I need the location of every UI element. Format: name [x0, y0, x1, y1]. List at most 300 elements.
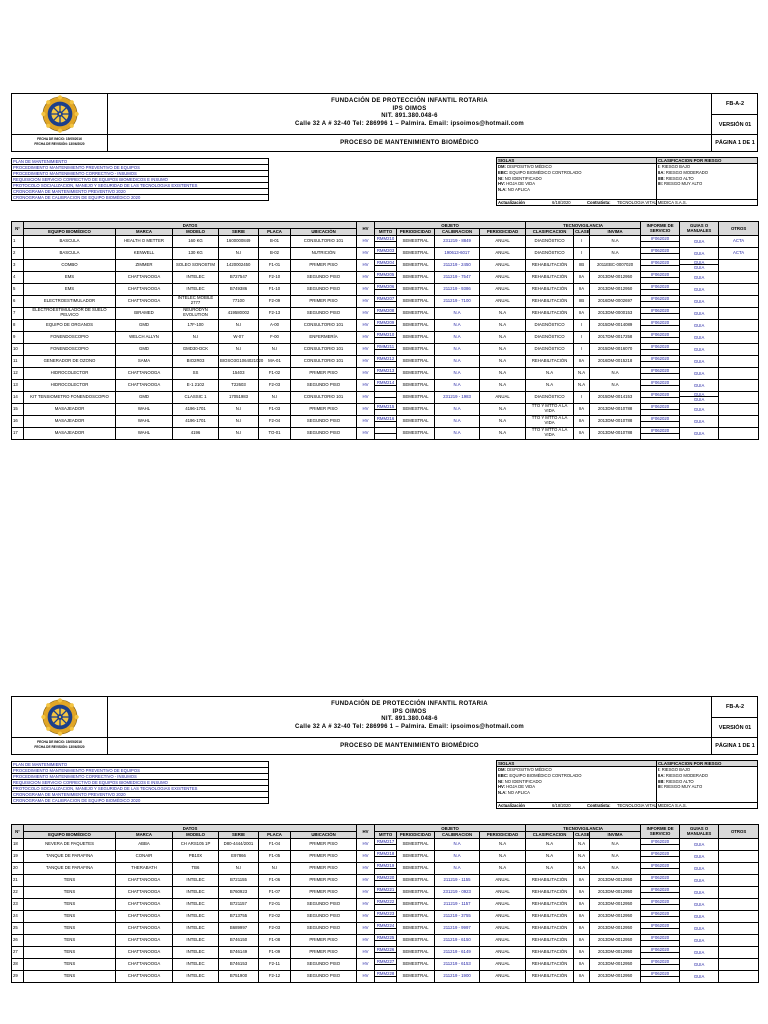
mitto-report[interactable] [375, 403, 397, 415]
guide-links[interactable] [680, 379, 719, 391]
procedure-link[interactable]: PROCEDIMIENTO MANTENIMIENTO CORRECTIVO - INSUMOS [12, 171, 268, 177]
mitto-report[interactable] [375, 259, 397, 271]
plate: F2-02 [259, 910, 291, 922]
guide-link[interactable]: GUIA [693, 973, 705, 979]
service-report-code[interactable]: IF062020 [641, 296, 679, 302]
procedure-link[interactable]: PROCEDIMIENTO MANTENIMIENTO PREVENTIVO DE EQUIPOS [12, 768, 268, 774]
mitto-report[interactable] [375, 319, 397, 331]
service-report[interactable] [641, 331, 680, 343]
mitto-report[interactable] [375, 355, 397, 367]
hv-link[interactable]: HV [357, 319, 375, 331]
other-docs[interactable] [719, 295, 759, 307]
service-report[interactable] [641, 403, 680, 415]
guide-links[interactable] [680, 946, 719, 958]
mitto-report[interactable] [375, 271, 397, 283]
procedure-link[interactable]: REQUISICION SERVICIO CORRECTIVO DE EQUIPOS BIOMEDICOS E INSUMO [12, 177, 268, 183]
mitto-code[interactable]: RMM205 [376, 271, 395, 277]
equipment-table [11, 824, 759, 983]
mitto-report[interactable] [375, 379, 397, 391]
guide-links[interactable] [680, 886, 719, 898]
classification: TTO Y MTTO A LA VIDA [526, 403, 574, 415]
equipment-name: MASAJEADOR [24, 415, 116, 427]
hv-link[interactable]: HV [357, 307, 375, 319]
other-docs[interactable] [719, 886, 759, 898]
service-report-code[interactable]: IF062020 [641, 923, 679, 929]
hv-link[interactable]: HV [357, 295, 375, 307]
other-docs[interactable] [719, 427, 759, 439]
calibration-frequency: N.A [480, 343, 526, 355]
procedure-link[interactable]: PLAN DE MANTENIMIENTO [12, 159, 268, 165]
mitto-report[interactable] [375, 838, 397, 850]
guide-link[interactable]: GUIA [693, 889, 705, 895]
service-report-code[interactable]: IF062020 [641, 260, 679, 266]
guide-links[interactable] [680, 283, 719, 295]
hv-link[interactable]: HV [357, 970, 375, 982]
equipment-name: TANQUE DE PARAFINA [24, 862, 116, 874]
guide-links[interactable] [680, 958, 719, 970]
service-report[interactable] [641, 415, 680, 427]
mitto-code[interactable]: RMM206 [376, 283, 395, 289]
service-report[interactable] [641, 874, 680, 886]
risk-key: III: [658, 784, 663, 790]
service-report-code[interactable]: IF062020 [641, 416, 679, 422]
col-hv: HV [357, 825, 375, 839]
calibration-frequency: N.A [480, 415, 526, 427]
hv-link[interactable]: HV [357, 886, 375, 898]
guide-link[interactable]: GUIA [693, 397, 705, 402]
guide-links[interactable] [680, 874, 719, 886]
mitto-report[interactable] [375, 970, 397, 982]
hv-link[interactable]: HV [357, 415, 375, 427]
mitto-code[interactable]: RMM219 [376, 862, 395, 868]
service-report-code[interactable]: IF062020 [641, 839, 679, 845]
service-report[interactable] [641, 259, 680, 271]
brand: CHATTANOOGA [116, 271, 173, 283]
mitto-code[interactable]: RMM208 [376, 307, 395, 313]
guide-links[interactable] [680, 838, 719, 850]
hv-link[interactable]: HV [357, 958, 375, 970]
guide-links[interactable] [680, 295, 719, 307]
title-line: IPS OIMOS [392, 708, 427, 715]
procedure-link[interactable]: PLAN DE MANTENIMIENTO [12, 762, 268, 768]
service-report[interactable] [641, 295, 680, 307]
guide-links[interactable] [680, 307, 719, 319]
service-report[interactable] [641, 235, 680, 247]
guide-link[interactable]: GUIA [693, 370, 705, 376]
service-report[interactable] [641, 922, 680, 934]
mitto-code[interactable]: RMM216 [376, 415, 395, 421]
service-report[interactable] [641, 898, 680, 910]
service-report[interactable] [641, 367, 680, 379]
hv-link[interactable]: HV [357, 922, 375, 934]
guide-link[interactable]: GUIA [693, 901, 705, 907]
guide-link[interactable]: GUIA [680, 392, 718, 398]
service-report-blank [641, 977, 679, 982]
classification: REHABILITACIÓN [526, 922, 574, 934]
guide-links[interactable] [680, 403, 719, 415]
classification: N.A [526, 862, 574, 874]
col-otros: OTROS [719, 222, 759, 236]
guide-link[interactable]: GUIA [693, 382, 705, 388]
calibration: N.A [435, 307, 480, 319]
guide-link[interactable]: GUIA [693, 937, 705, 943]
equipment-name: BASCULA [24, 247, 116, 259]
mitto-report[interactable] [375, 235, 397, 247]
service-report-code[interactable]: IF062020 [641, 272, 679, 278]
hv-link[interactable]: HV [357, 862, 375, 874]
service-report[interactable] [641, 379, 680, 391]
mitto-code[interactable]: RMM222 [376, 898, 395, 904]
guide-link[interactable]: GUIA [693, 334, 705, 340]
guide-links[interactable] [680, 355, 719, 367]
guide-link[interactable]: GUIA [693, 877, 705, 883]
mitto-report[interactable] [375, 910, 397, 922]
guide-link[interactable]: GUIA [693, 310, 705, 316]
mitto-code[interactable]: RMM203 [376, 247, 395, 253]
col-informe: INFORME DE SERVICIO [641, 825, 680, 839]
service-report[interactable] [641, 355, 680, 367]
service-report-code[interactable]: IF062020 [641, 404, 679, 410]
classification: REHABILITACIÓN [526, 970, 574, 982]
other-docs[interactable] [719, 898, 759, 910]
invima-registry: N.A [590, 850, 641, 862]
serial: B721157 [219, 898, 259, 910]
mitto-code[interactable]: RMM209 [376, 319, 395, 325]
plate: N.I [259, 862, 291, 874]
service-report-code[interactable]: IF062020 [641, 887, 679, 893]
other-docs[interactable] [719, 307, 759, 319]
risk-class: IIA [574, 886, 590, 898]
mitto-report[interactable] [375, 946, 397, 958]
mitto-report[interactable] [375, 415, 397, 427]
other-docs[interactable] [719, 850, 759, 862]
mitto-report[interactable] [375, 862, 397, 874]
mitto-report[interactable] [375, 886, 397, 898]
other-docs[interactable] [719, 403, 759, 415]
guide-links[interactable] [680, 391, 719, 403]
other-docs[interactable] [719, 946, 759, 958]
procedure-link[interactable]: PROTOCOLO SOCIALIZACION, MANEJO Y SEGURIDAD DE LAS TECNOLOGIAS EXISTENTES [12, 786, 268, 792]
mitto-report[interactable] [375, 874, 397, 886]
calibration-frequency: ANUAL [480, 934, 526, 946]
mitto-report[interactable] [375, 331, 397, 343]
hv-link[interactable]: HV [357, 235, 375, 247]
acronym-value: DISPOSITIVO MÉDICO [505, 767, 552, 772]
mitto-code[interactable]: RMM204 [376, 259, 395, 265]
service-report[interactable] [641, 247, 680, 259]
service-report-code[interactable]: IF062020 [641, 428, 679, 434]
mitto-report[interactable] [375, 427, 397, 439]
calibration-frequency: ANUAL [480, 910, 526, 922]
service-report[interactable] [641, 862, 680, 874]
other-docs[interactable]: ACTA [719, 235, 759, 247]
service-report-code[interactable]: IF062020 [641, 308, 679, 314]
other-docs[interactable] [719, 391, 759, 403]
other-docs[interactable] [719, 331, 759, 343]
mitto-code[interactable]: RMM227 [376, 958, 395, 964]
guide-link[interactable]: GUIA [693, 274, 705, 280]
service-report[interactable] [641, 970, 680, 982]
row-number: 1 [12, 235, 24, 247]
hv-link[interactable]: HV [357, 403, 375, 415]
service-report[interactable] [641, 343, 680, 355]
service-report[interactable] [641, 958, 680, 970]
guide-links[interactable] [680, 934, 719, 946]
service-report[interactable] [641, 850, 680, 862]
service-report-code[interactable]: IF062020 [641, 248, 679, 254]
other-docs[interactable] [719, 862, 759, 874]
plate: F1-07 [259, 886, 291, 898]
service-report-code[interactable]: IF062020 [641, 875, 679, 881]
header-dates [12, 135, 108, 151]
service-report[interactable] [641, 910, 680, 922]
mitto-report[interactable] [375, 283, 397, 295]
hv-link[interactable]: HV [357, 838, 375, 850]
col-modelo: MODELO [173, 229, 219, 236]
guide-link[interactable]: GUIA [693, 913, 705, 919]
mitto-code[interactable]: RMM210 [376, 235, 395, 241]
guide-link[interactable]: GUIA [693, 406, 705, 412]
guide-link[interactable]: GUIA [693, 925, 705, 931]
service-report[interactable] [641, 886, 680, 898]
other-docs[interactable] [719, 934, 759, 946]
other-docs[interactable] [719, 271, 759, 283]
table-row [12, 319, 759, 331]
mitto-code[interactable]: RMM218 [376, 850, 395, 856]
service-report-code[interactable]: IF062020 [641, 392, 679, 398]
service-report-code[interactable]: IF062020 [641, 284, 679, 290]
hv-link[interactable]: HV [357, 379, 375, 391]
mitto-code[interactable]: RMM210 [376, 331, 395, 337]
service-report-code[interactable]: IF062020 [641, 356, 679, 362]
procedure-link[interactable]: CRONOGRAMA DE CALIBRACION DE EQUIPO BIOMÉDICO 2020 [12, 798, 268, 804]
guide-links[interactable] [680, 343, 719, 355]
service-report-code[interactable]: IF062020 [641, 863, 679, 869]
other-docs[interactable] [719, 343, 759, 355]
hv-link[interactable]: HV [357, 874, 375, 886]
guide-link[interactable]: GUIA [693, 250, 705, 256]
model: INTELEC [173, 271, 219, 283]
other-docs[interactable] [719, 922, 759, 934]
guide-link[interactable]: GUIA [693, 358, 705, 364]
service-report[interactable] [641, 427, 680, 439]
mitto-report[interactable] [375, 898, 397, 910]
service-report-code[interactable]: IF062020 [641, 851, 679, 857]
hv-link[interactable]: HV [357, 247, 375, 259]
guide-link[interactable]: GUIA [693, 298, 705, 304]
service-report-code[interactable]: IF062020 [641, 899, 679, 905]
service-report-code[interactable]: IF062020 [641, 344, 679, 350]
invima-registry: 2013DM-0010788 [590, 403, 641, 415]
guide-links[interactable] [680, 427, 719, 439]
guide-links[interactable] [680, 910, 719, 922]
update-label: Actualización [498, 200, 525, 205]
mitto-report[interactable] [375, 367, 397, 379]
mitto-report[interactable] [375, 922, 397, 934]
mitto-code[interactable]: RMM207 [376, 295, 395, 301]
service-report[interactable] [641, 271, 680, 283]
mitto-code[interactable]: RMM224 [376, 922, 395, 928]
calibration-frequency: N.A [480, 427, 526, 439]
guide-link[interactable]: GUIA [693, 286, 705, 292]
service-report-code[interactable]: IF062020 [641, 971, 679, 977]
hv-link[interactable]: HV [357, 271, 375, 283]
mitto-report[interactable] [375, 850, 397, 862]
risk-class: IIA [574, 946, 590, 958]
guide-links[interactable] [680, 862, 719, 874]
serial: E97866 [219, 850, 259, 862]
service-report[interactable] [641, 946, 680, 958]
hv-link[interactable]: HV [357, 898, 375, 910]
invima-registry: 2013DM-0010788 [590, 427, 641, 439]
other-docs[interactable] [719, 319, 759, 331]
service-report[interactable] [641, 391, 680, 403]
service-report-code[interactable]: IF062020 [641, 959, 679, 965]
other-docs[interactable] [719, 838, 759, 850]
mitto-code[interactable]: RMM211 [376, 343, 395, 349]
service-report-code[interactable]: IF062020 [641, 911, 679, 917]
mitto-code[interactable]: RMM217 [376, 838, 395, 844]
service-report-blank [641, 410, 679, 415]
other-docs[interactable] [719, 415, 759, 427]
equipment-name: EMS [24, 271, 116, 283]
guide-link[interactable]: GUIA [693, 265, 705, 270]
procedure-link[interactable]: PROCEDIMIENTO MANTENIMIENTO CORRECTIVO - INSUMOS [12, 774, 268, 780]
service-report-code[interactable]: IF062020 [641, 236, 679, 242]
equipment-name: KIT TENSIOMETRO FONENDOSCOPIO [24, 391, 116, 403]
procedure-link[interactable]: PROTOCOLO SOCIALIZACION, MANEJO Y SEGURIDAD DE LAS TECNOLOGIAS EXISTENTES [12, 183, 268, 189]
other-docs[interactable] [719, 355, 759, 367]
service-report-code[interactable]: IF062020 [641, 332, 679, 338]
maintenance-frequency: SEMESTRAL [397, 367, 435, 379]
hv-link[interactable]: HV [357, 850, 375, 862]
brand: CHATTANOOGA [116, 922, 173, 934]
hv-link[interactable]: HV [357, 910, 375, 922]
calibration-frequency: ANUAL [480, 970, 526, 982]
other-docs[interactable] [719, 910, 759, 922]
hv-link[interactable]: HV [357, 427, 375, 439]
guide-link[interactable]: GUIA [693, 322, 705, 328]
mitto-code[interactable]: RMM223 [376, 910, 395, 916]
mitto-code[interactable]: RMM212 [376, 355, 395, 361]
mitto-report[interactable] [375, 934, 397, 946]
guide-link[interactable]: GUIA [693, 841, 705, 847]
mitto-code[interactable]: RMM220 [376, 874, 395, 880]
mitto-report[interactable] [375, 391, 397, 403]
procedure-link[interactable]: REQUISICION SERVICIO CORRECTIVO DE EQUIPOS BIOMEDICOS E INSUMO [12, 780, 268, 786]
guide-links[interactable] [680, 970, 719, 982]
risk-class: IIA [574, 283, 590, 295]
other-docs[interactable]: ACTA [719, 247, 759, 259]
col-marca: MARCA [116, 229, 173, 236]
procedure-link[interactable]: CRONOGRAMA DE MANTENIMIENTO PREVENTIVO 2020 [12, 189, 268, 195]
hv-link[interactable]: HV [357, 946, 375, 958]
service-report-blank [641, 917, 679, 922]
service-report-blank [641, 278, 679, 283]
guide-links[interactable] [680, 367, 719, 379]
service-report-blank [641, 362, 679, 367]
other-docs[interactable] [719, 958, 759, 970]
hv-link[interactable]: HV [357, 391, 375, 403]
service-report[interactable] [641, 283, 680, 295]
hv-link[interactable]: HV [357, 259, 375, 271]
mitto-code[interactable]: RMM225 [376, 934, 395, 940]
other-docs[interactable] [719, 379, 759, 391]
other-docs[interactable] [719, 259, 759, 271]
hv-link[interactable]: HV [357, 367, 375, 379]
guide-links[interactable] [680, 898, 719, 910]
mitto-report[interactable] [375, 307, 397, 319]
guide-link[interactable]: GUIA [693, 853, 705, 859]
service-report[interactable] [641, 934, 680, 946]
guide-link[interactable]: GUIA [693, 430, 705, 436]
service-report-code[interactable]: IF062020 [641, 380, 679, 386]
guide-links[interactable] [680, 922, 719, 934]
procedure-link[interactable]: CRONOGRAMA DE CALIBRACION DE EQUIPO BIOMÉDICO 2020 [12, 195, 268, 201]
model: 4196 [173, 427, 219, 439]
mitto-code[interactable]: RMM215 [376, 403, 395, 409]
other-docs[interactable] [719, 874, 759, 886]
hv-link[interactable]: HV [357, 331, 375, 343]
other-docs[interactable] [719, 970, 759, 982]
guide-link[interactable]: GUIA [693, 865, 705, 871]
guide-link[interactable]: GUIA [693, 949, 705, 955]
guide-links[interactable] [680, 850, 719, 862]
procedure-link[interactable]: CRONOGRAMA DE MANTENIMIENTO PREVENTIVO 2020 [12, 792, 268, 798]
service-report[interactable] [641, 319, 680, 331]
mitto-code[interactable]: RMM214 [376, 379, 395, 385]
hv-link[interactable]: HV [357, 934, 375, 946]
hv-link[interactable]: HV [357, 355, 375, 367]
mitto-report[interactable] [375, 958, 397, 970]
other-docs[interactable] [719, 367, 759, 379]
service-report-code[interactable]: IF062020 [641, 368, 679, 374]
other-docs[interactable] [719, 283, 759, 295]
service-report-code[interactable]: IF062020 [641, 320, 679, 326]
guide-links[interactable] [680, 247, 719, 259]
hv-link[interactable]: HV [357, 343, 375, 355]
mitto-code[interactable]: RMM228 [376, 970, 395, 976]
guide-link[interactable]: GUIA [680, 260, 718, 266]
guide-link[interactable]: GUIA [693, 346, 705, 352]
guide-links[interactable] [680, 235, 719, 247]
mitto-code[interactable]: RMM226 [376, 946, 395, 952]
service-report-code[interactable]: IF062020 [641, 935, 679, 941]
service-report[interactable] [641, 307, 680, 319]
guide-link[interactable]: GUIA [693, 961, 705, 967]
guide-links[interactable] [680, 415, 719, 427]
guide-link[interactable]: GUIA [693, 238, 705, 244]
service-report[interactable] [641, 838, 680, 850]
hv-link[interactable]: HV [357, 283, 375, 295]
guide-links[interactable] [680, 319, 719, 331]
mitto-report[interactable] [375, 343, 397, 355]
service-report-code[interactable]: IF062020 [641, 947, 679, 953]
mitto-code[interactable]: RMM221 [376, 886, 395, 892]
mitto-report[interactable] [375, 247, 397, 259]
calibration-frequency: ANUAL [480, 874, 526, 886]
guide-link[interactable]: GUIA [693, 418, 705, 424]
procedure-link[interactable]: PROCEDIMIENTO MANTENIMIENTO PREVENTIVO DE EQUIPOS [12, 165, 268, 171]
guide-links[interactable] [680, 259, 719, 271]
service-report-blank [641, 953, 679, 958]
mitto-code[interactable]: RMM213 [376, 367, 395, 373]
guide-links[interactable] [680, 271, 719, 283]
maintenance-frequency: SEMESTRAL [397, 259, 435, 271]
mitto-report[interactable] [375, 295, 397, 307]
model: 130 KG [173, 247, 219, 259]
guide-links[interactable] [680, 331, 719, 343]
